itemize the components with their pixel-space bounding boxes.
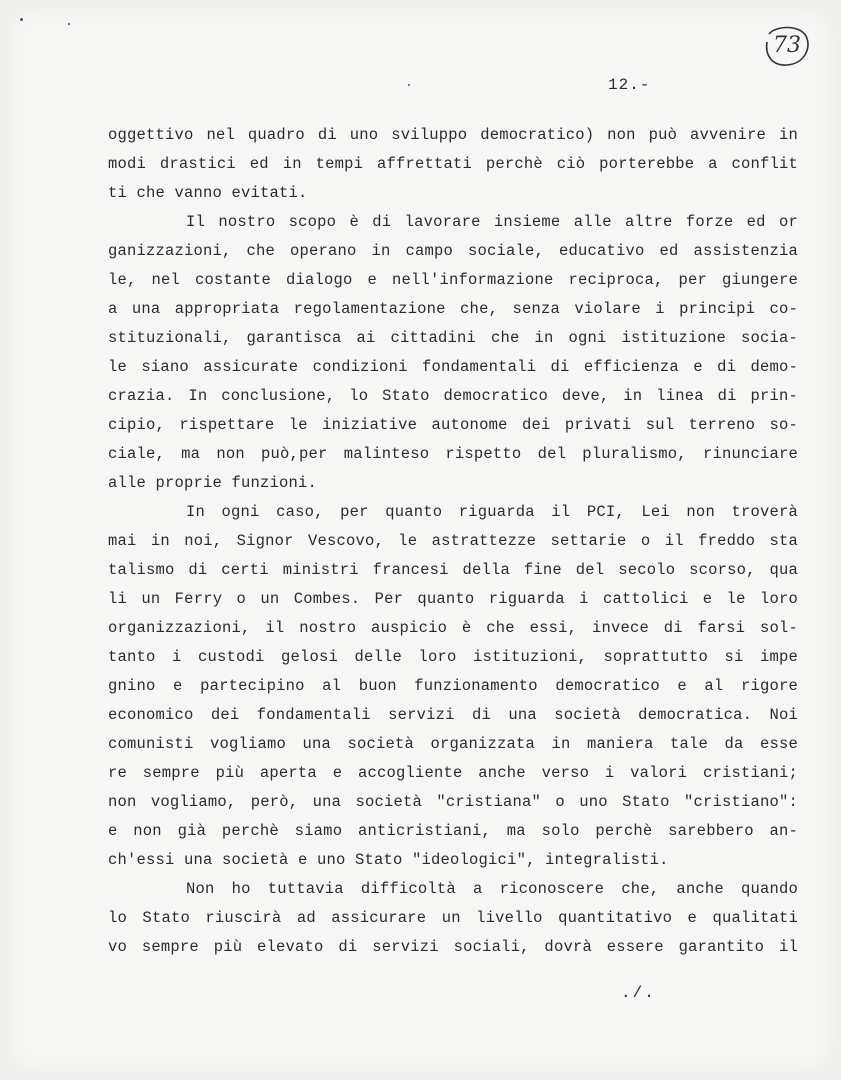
letter-body: [108, 121, 798, 962]
text-line: oggettivo nel quadro di uno sviluppo democratico) non può avvenire in: [108, 126, 798, 144]
text-line: tanto i custodi gelosi delle loro istituzioni, soprattutto si impe: [108, 648, 798, 666]
text-line: Non ho tuttavia difficoltà a riconoscere che, anche quando: [186, 880, 798, 898]
text-line: mai in noi, Signor Vescovo, le astrattezze settarie o il freddo sta: [108, 532, 798, 550]
text-line: organizzazioni, il nostro auspicio è che essi, invece di farsi sol-: [108, 619, 798, 637]
text-line: le siano assicurate condizioni fondamentali di efficienza e di demo-: [108, 358, 798, 376]
text-line: le, nel costante dialogo e nell'informazione reciproca, per giungere: [108, 271, 798, 289]
text-line: a una appropriata regolamentazione che, senza violare i principi co-: [108, 300, 798, 318]
text-line: non vogliamo, però, una società "cristiana" o uno Stato "cristiano":: [108, 793, 798, 811]
archive-stamp-number: [761, 24, 811, 70]
text-line: crazia. In conclusione, lo Stato democratico deve, in linea di prin-: [108, 387, 798, 405]
archive-number-text: 73: [773, 33, 801, 58]
margin-speck: [20, 18, 23, 21]
text-line: talismo di certi ministri francesi della fine del secolo scorso, qua: [108, 561, 798, 579]
text-line: In ogni caso, per quanto riguarda il PCI, Lei non troverà: [186, 503, 798, 521]
text-line: modi drastici ed in tempi affrettati perchè ciò porterebbe a conflit: [108, 155, 798, 173]
continuation-mark: ./.: [621, 984, 656, 1002]
text-line: vo sempre più elevato di servizi sociali, dovrà essere garantito il: [108, 938, 798, 956]
text-line: re sempre più aperta e accogliente anche verso i valori cristiani;: [108, 764, 798, 782]
text-line: ch'essi una società e uno Stato "ideologici", integralisti.: [108, 851, 669, 869]
text-line: alle proprie funzioni.: [108, 474, 318, 492]
text-line: li un Ferry o un Combes. Per quanto riguarda i cattolici e le loro: [108, 590, 798, 608]
text-line: cipio, rispettare le iniziative autonome dei privati sul terreno so-: [108, 416, 798, 434]
text-line: Il nostro scopo è di lavorare insieme alle altre forze ed or: [186, 213, 798, 231]
margin-speck: [68, 23, 70, 25]
text-line: ti che vanno evitati.: [108, 184, 308, 202]
document-page: [4, 4, 837, 1076]
text-line: ganizzazioni, che operano in campo sociale, educativo ed assistenzia: [108, 242, 798, 260]
text-line: ciale, ma non può,per malinteso rispetto del pluralismo, rinunciare: [108, 445, 798, 463]
text-line: lo Stato riuscirà ad assicurare un livello quantitativo e qualitati: [108, 909, 798, 927]
text-line: comunisti vogliamo una società organizzata in maniera tale da esse: [108, 735, 798, 753]
margin-speck: [408, 84, 410, 86]
text-line: e non già perchè siamo anticristiani, ma solo perchè sarebbero an-: [108, 822, 798, 840]
text-line: stituzionali, garantisca ai cittadini che in ogni istituzione socia-: [108, 329, 798, 347]
text-line: gnino e partecipino al buon funzionamento democratico e al rigore: [108, 677, 798, 695]
text-line: economico dei fondamentali servizi di una società democratica. Noi: [108, 706, 798, 724]
page-number: 12.-: [608, 76, 651, 94]
